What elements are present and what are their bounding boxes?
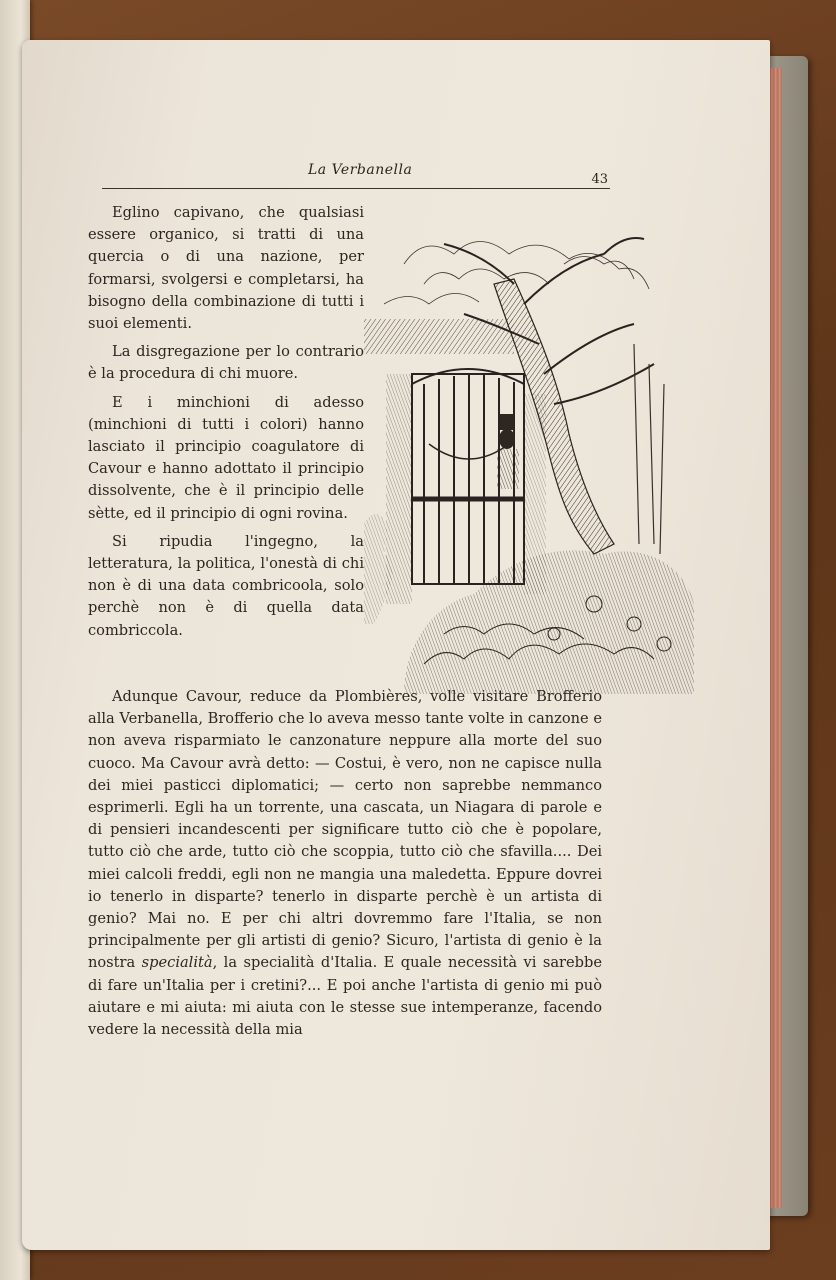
figure [497,414,519,489]
page-header [102,158,610,189]
running-title: La Verbanella [308,162,413,178]
paragraph-text-continued: , la specialità d'Italia. E quale necessità vi sarebbe di fare un'Italia per i cretini?... E poi anche l'artista di genio mi può aiutare e mi aiuta: mi aiuta con le stesse sue intemperanze, facendo vedere la necessità della mia [88,954,602,1039]
italic-word: specialità [141,954,213,972]
paragraph [88,686,602,1041]
background-trees [634,344,664,554]
foreground-shrubs [404,550,694,694]
page-number: 43 [591,172,608,187]
text-column [88,202,364,648]
illustration-tree-gate [364,224,694,694]
paragraph: E i minchioni di adesso (minchioni di tutti i colori) hanno lasciato il principio coagulatore di Cavour e hanno adottato il principio dissolvente, che è il principio delle sètte, ed il principio di ogni rovina. [88,393,364,522]
paragraph: Eglino capivano, che qualsiasi essere organico, si tratti di una quercia o di una nazione, per formarsi, svolgersi e completarsi, ha bisogno della combinazione di tutti i suoi elementi. [88,204,364,333]
paragraph: Si ripudia l'ingegno, la letteratura, la politica, l'onestà di chi non è di una data combricoola, solo perchè non è di quella data combriccola. [88,532,364,639]
full-width-text [88,686,602,1041]
paragraph: La disgregazione per lo contrario è la procedura di chi muore. [88,343,364,383]
paragraph-text: Adunque Cavour, reduce da Plombières, volle visitare Brofferio alla Verbanella, Brofferio che lo aveva messo tante volte in canzone e non aveva risparmiato le canzonature neppure alla morte del suo cuoco. Ma Cavour avrà detto: — Costui, è vero, non ne capisce nulla dei miei pasticci diplomatici; — certo non saprebbe nemmanco esprimerli. Egli ha un torrente, una cascata, un Niagara di parole e di pensieri incandescenti per significare tutto ciò che è popolare, tutto ciò che arde, tutto ciò che scoppia, tutto ciò che sfavilla.... Dei miei calcoli freddi, egli non ne mangia una maledetta. Eppure dovrei io tenerlo in disparte? tenerlo in disparte perchè è un artista di genio? Mai no. E per chi altri dovremmo fare l'Italia, se non principalmente per gli artisti di genio? Sicuro, l'artista di genio è la nostra [88,688,602,972]
